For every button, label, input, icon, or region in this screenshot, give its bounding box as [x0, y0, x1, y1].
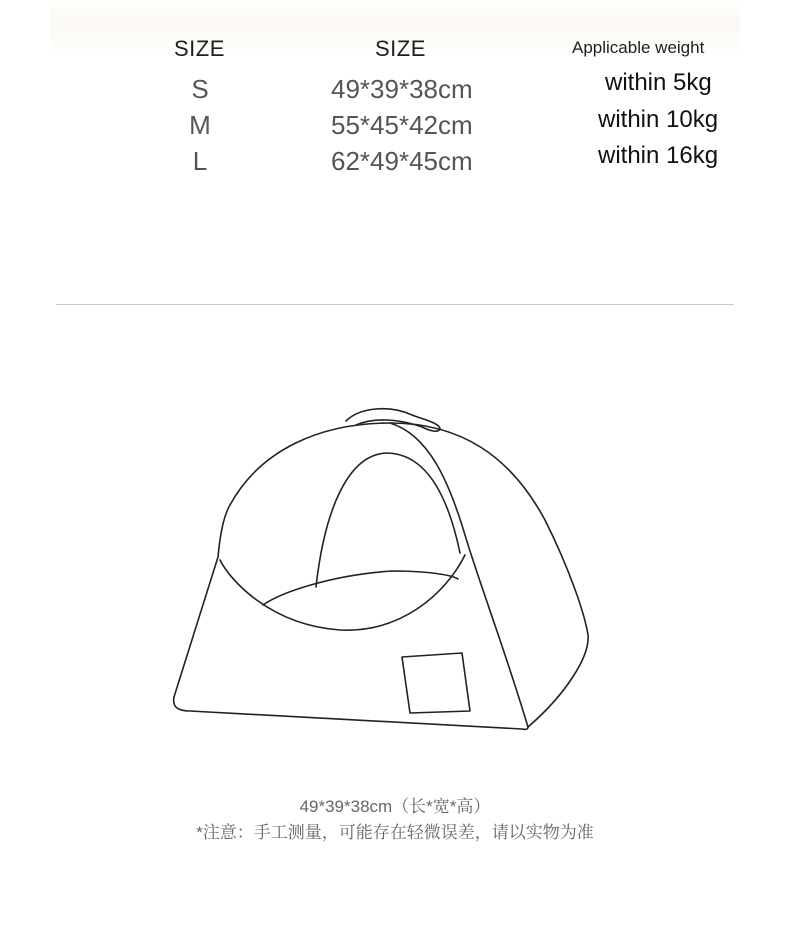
header-dimensions: SIZE — [375, 36, 426, 61]
row-dimensions-l: 62*49*45cm — [331, 146, 473, 176]
pet-tent-line-drawing-icon — [160, 395, 610, 740]
row-size-m: M — [189, 110, 211, 140]
row-weight-l: within 16kg — [598, 142, 719, 169]
caption-dimensions: 49*39*38cm（长*宽*高） — [299, 797, 491, 816]
row-weight-m: within 10kg — [598, 106, 719, 133]
section-divider — [56, 304, 734, 305]
row-dimensions-m: 55*45*42cm — [331, 110, 473, 140]
header-size: SIZE — [174, 36, 225, 61]
caption-measurement-note: *注意：手工测量，可能存在轻微误差，请以实物为准 — [196, 823, 594, 842]
header-applicable-weight: Applicable weight — [572, 38, 705, 57]
row-size-s: S — [191, 74, 209, 104]
row-weight-s: within 5kg — [605, 69, 712, 96]
row-dimensions-s: 49*39*38cm — [331, 74, 473, 104]
row-size-l: L — [192, 146, 208, 176]
